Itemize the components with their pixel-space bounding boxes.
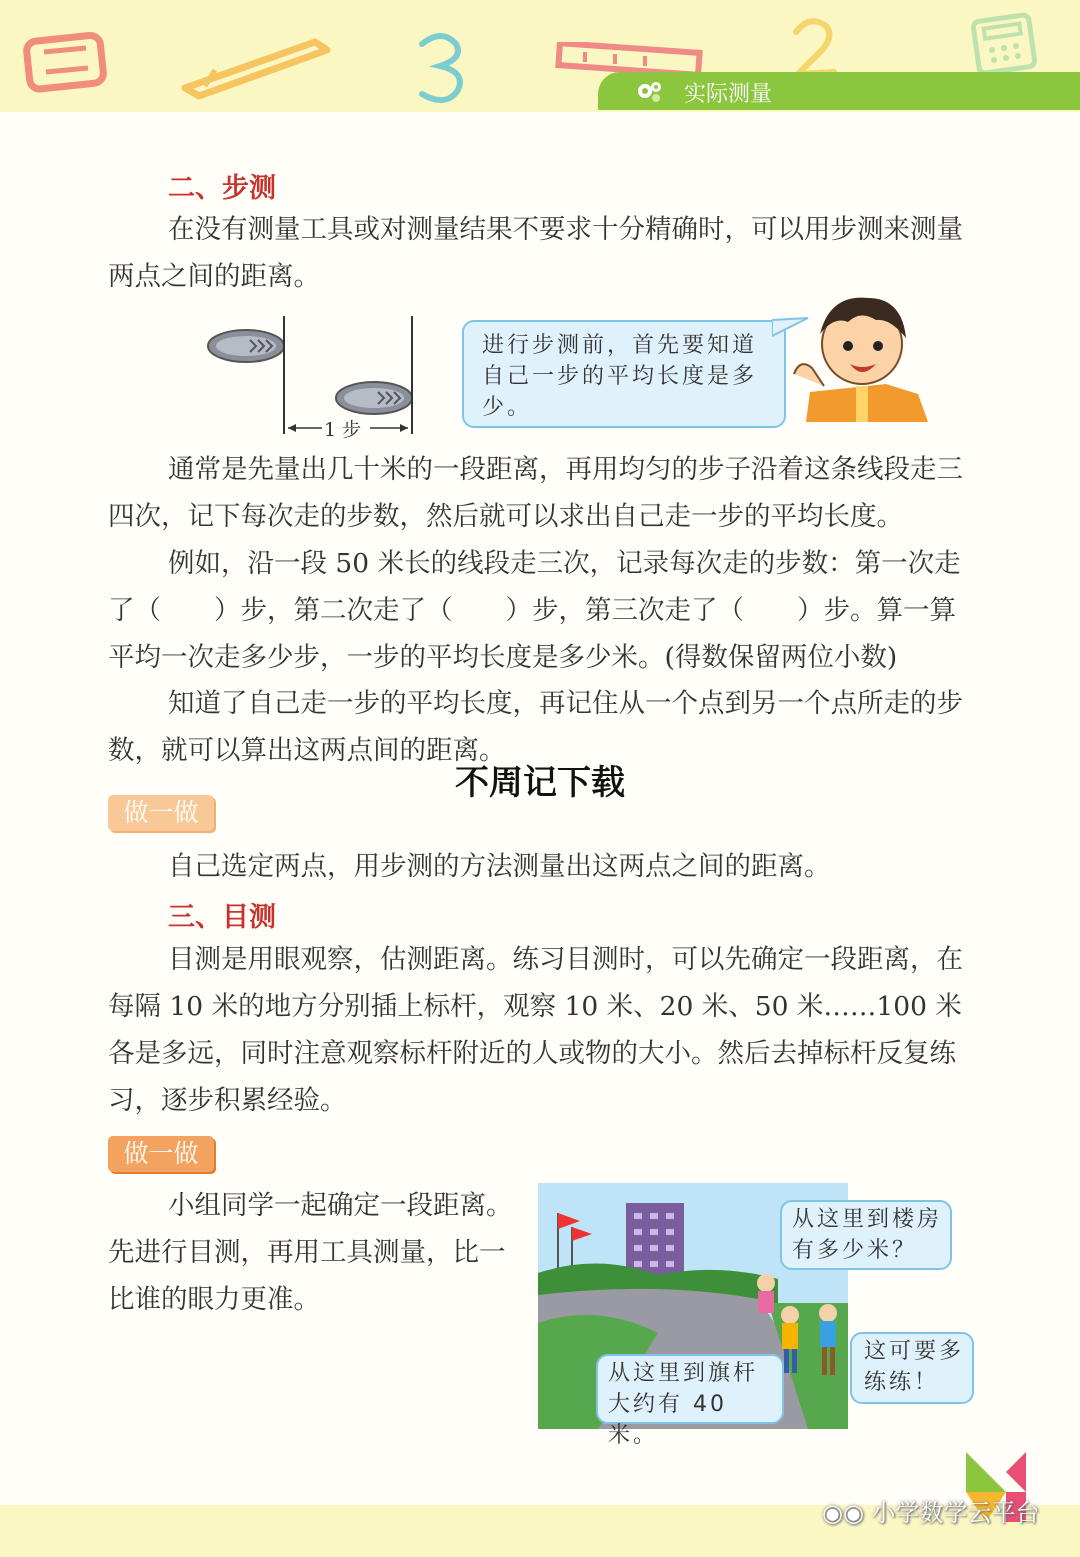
speech-bubble-text: 这可要多练练！ (864, 1339, 965, 1395)
do-it-badge: 做一做 (108, 795, 214, 831)
number-three-doodle-icon (412, 30, 472, 106)
step-measure-heading: 二、步测 (168, 173, 276, 204)
footprint-figure (200, 310, 430, 440)
speech-bubble-text: 从这里到旗杆大约有 40 米。 (608, 1361, 759, 1448)
child-figure (757, 1274, 775, 1313)
speech-bubble-building (780, 1200, 952, 1270)
speech-bubble-text: 进行步测前，首先要知道自己一步的平均长度是多少。 (482, 333, 758, 420)
step-measure-intro: 在没有测量工具或对测量结果不要求十分精确时，可以用步测来测量两点之间的距离。 (108, 214, 963, 292)
section-tab-label: 实际测量 (684, 82, 773, 107)
footprint-icon (208, 330, 284, 362)
footprint-icon (336, 382, 412, 414)
visual-measure-para: 目测是用眼观察，估测距离。练习目测时，可以先确定一段距离，在每隔 10 米的地方分别插上标杆，观察 10 米、20 米、50 米……100 米各是多远，同时注意观察标杆附近的人或物的大小。然后去掉标杆反复练习，逐步积累经验。 (108, 944, 963, 1116)
activity-1-text: 自己选定两点，用步测的方法测量出这两点之间的距离。 (168, 851, 831, 882)
gear-flower-icon (636, 79, 662, 103)
wechat-icon: ◉◉ (822, 1499, 872, 1527)
overlay-caption: 不周记下载 (455, 763, 625, 803)
activity-2-text: 小组同学一起确定一段距离。先进行目测，再用工具测量，比一比谁的眼力更准。 (108, 1190, 513, 1315)
number-two-doodle-icon (786, 14, 842, 80)
step-measure-para-2: 例如，沿一段 50 米长的线段走三次，记录每次走的步数：第一次走了（ ）步，第二次走了（ ）步，第三次走了（ ）步。算一算平均一次走多少步，一步的平均长度是多少米。(得数保留两位小数) (108, 548, 961, 673)
speech-bubble-step (462, 320, 786, 428)
boy-character-icon (790, 288, 940, 422)
step-length-label: 1 步 (324, 419, 362, 441)
visual-measure-heading: 三、目测 (168, 902, 276, 933)
speech-bubble-text: 从这里到楼房有多少米？ (792, 1207, 943, 1263)
do-it-badge: 做一做 (108, 1136, 214, 1172)
watermark-label: 小学数学云平台 (871, 1499, 1040, 1527)
eraser-doodle-icon (22, 28, 112, 98)
watermark-text (822, 1493, 1040, 1528)
section-tab (598, 72, 1080, 110)
speech-bubble-flag (596, 1354, 784, 1448)
pencil-doodle-icon (175, 30, 335, 100)
calculator-doodle-icon (970, 12, 1040, 76)
speech-bubble-practice (850, 1332, 974, 1404)
step-measure-para-1: 通常是先量出几十米的一段距离，再用均匀的步子沿着这条线段走三四次，记下每次走的步数，然后就可以求出自己走一步的平均长度。 (108, 454, 963, 532)
step-measure-para-3: 知道了自己走一步的平均长度，再记住从一个点到另一个点所走的步数，就可以算出这两点间的距离。 (108, 688, 963, 766)
